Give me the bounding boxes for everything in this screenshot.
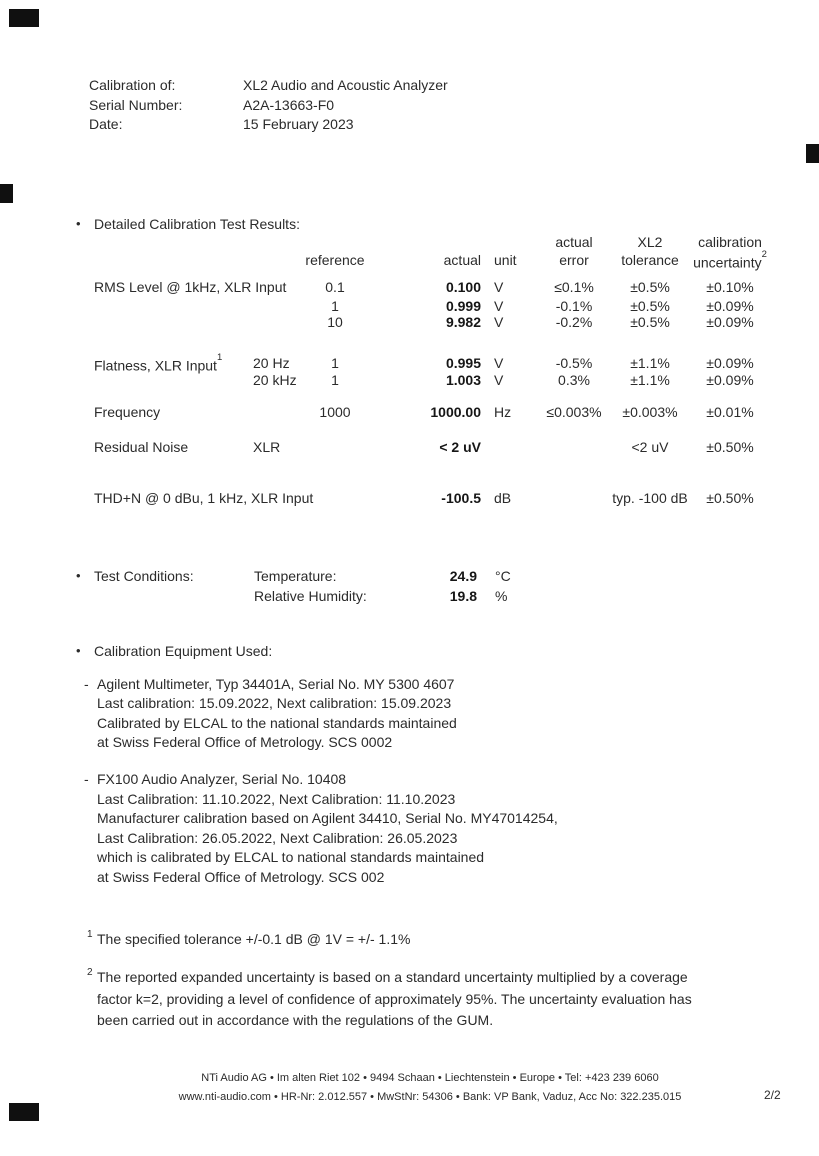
cell-tolerance: ±1.1% (630, 372, 670, 388)
equipment-line: at Swiss Federal Office of Metrology. SCS 002 (97, 869, 385, 885)
section-title-results: Detailed Calibration Test Results: (94, 216, 300, 232)
table-row (0, 438, 819, 456)
humidity-unit: % (495, 588, 508, 604)
info-value-serial-number: A2A-13663-F0 (243, 97, 335, 113)
bullet-icon: • (76, 216, 81, 231)
info-row (0, 96, 819, 114)
scan-mark-right-edge (806, 144, 819, 163)
equipment-line: Manufacturer calibration based on Agilent 34410, Serial No. MY47014254, (97, 810, 558, 826)
equipment-line: Last Calibration: 11.10.2022, Next Calibration: 11.10.2023 (97, 791, 456, 807)
test-conditions-row (0, 567, 819, 585)
cell-error: -0.5% (555, 355, 593, 371)
equipment-line: at Swiss Federal Office of Metrology. SCS 0002 (97, 734, 393, 750)
info-value-date: 15 February 2023 (243, 116, 354, 132)
col-header-actual: actual (443, 252, 481, 268)
section-title-equipment: Calibration Equipment Used: (94, 643, 273, 659)
footnote-1-marker: 1 (87, 929, 93, 940)
cell-reference: 0.1 (325, 279, 345, 295)
cell-uncertainty: ±0.50% (706, 490, 754, 506)
equipment-line: Last calibration: 15.09.2022, Next calibration: 15.09.2023 (97, 695, 452, 711)
footnote-2-text: factor k=2, providing a level of confidence of approximately 95%. The uncertainty evaluation has (97, 991, 692, 1007)
cell-tolerance: ±0.003% (622, 404, 678, 420)
temperature-value: 24.9 (449, 568, 477, 584)
equipment-line: Calibrated by ELCAL to the national standards maintained (97, 715, 457, 731)
cell-condition: XLR (253, 439, 281, 455)
scan-mark-left-edge (0, 184, 13, 203)
cell-param: RMS Level @ 1kHz, XLR Input (94, 279, 287, 295)
results-title-row (0, 215, 819, 233)
col-header-error-line2: error (559, 252, 589, 268)
equipment-title-row (0, 642, 819, 660)
cell-actual: 9.982 (445, 314, 481, 330)
cell-reference: 1 (331, 372, 339, 388)
info-label-date: Date: (89, 116, 123, 132)
cell-unit: V (494, 298, 504, 314)
humidity-label: Relative Humidity: (254, 588, 367, 604)
cell-actual: 1000.00 (430, 404, 481, 420)
col-header-reference: reference (305, 252, 365, 268)
table-row (0, 403, 819, 421)
cell-error: -0.1% (555, 298, 593, 314)
test-conditions-row (0, 587, 819, 605)
cell-unit: V (494, 355, 504, 371)
info-label-calibration-of: Calibration of: (89, 77, 176, 93)
cell-condition: 20 kHz (253, 372, 297, 388)
cell-actual: 1.003 (445, 372, 481, 388)
col-header-uncertainty-text: uncertainty (693, 254, 762, 271)
cell-tolerance: ±1.1% (630, 355, 670, 371)
table-header-row-2 (0, 251, 819, 269)
cell-unit: V (494, 372, 504, 388)
cell-uncertainty: ±0.10% (706, 279, 754, 295)
cell-tolerance: ±0.5% (630, 314, 670, 330)
footnote-2-marker: 2 (87, 967, 93, 978)
cell-unit: Hz (494, 404, 512, 420)
col-header-unit: unit (494, 252, 517, 268)
page-number: 2/2 (764, 1088, 781, 1102)
cell-unit: V (494, 314, 504, 330)
cell-actual: < 2 uV (439, 439, 481, 455)
cell-condition: 20 Hz (253, 355, 290, 371)
cell-error: 0.3% (558, 372, 590, 388)
footnote-2-text: The reported expanded uncertainty is based on a standard uncertainty multiplied by a coverage (97, 969, 688, 985)
equipment-line: which is calibrated by ELCAL to national standards maintained (97, 849, 485, 865)
list-dash: - (84, 676, 89, 692)
bullet-icon: • (76, 568, 81, 583)
footer-line-1: NTi Audio AG • Im alten Riet 102 • 9494 Schaan • Liechtenstein • Europe • Tel: +423 239 6060 (201, 1072, 659, 1084)
cell-uncertainty: ±0.09% (706, 372, 754, 388)
scan-mark-bottom-left (9, 1103, 39, 1121)
cell-tolerance: <2 uV (631, 439, 669, 455)
table-row (0, 313, 819, 331)
cell-unit: V (494, 279, 504, 295)
col-header-tolerance-line2: tolerance (621, 252, 679, 268)
table-row (0, 278, 819, 296)
cell-error: -0.2% (555, 314, 593, 330)
cell-unit: dB (494, 490, 512, 506)
cell-tolerance: typ. -100 dB (612, 490, 688, 506)
scan-mark-top-left (9, 9, 39, 27)
footnote-1-text: The specified tolerance +/-0.1 dB @ 1V = +/- 1.1% (97, 931, 411, 947)
cell-uncertainty: ±0.09% (706, 298, 754, 314)
equipment-line: FX100 Audio Analyzer, Serial No. 10408 (97, 771, 347, 787)
table-row (0, 489, 819, 507)
info-label-serial-number: Serial Number: (89, 97, 183, 113)
cell-reference: 1000 (319, 404, 351, 420)
cell-uncertainty: ±0.01% (706, 404, 754, 420)
footnote-2-text: been carried out in accordance with the regulations of the GUM. (97, 1012, 494, 1028)
temperature-label: Temperature: (254, 568, 337, 584)
info-row (0, 115, 819, 133)
cell-actual: 0.100 (445, 279, 481, 295)
humidity-value: 19.8 (449, 588, 477, 604)
cell-actual: 0.999 (445, 298, 481, 314)
col-header-uncertainty-line1: calibration (698, 234, 762, 250)
cell-tolerance: ±0.5% (630, 279, 670, 295)
equipment-line: Agilent Multimeter, Typ 34401A, Serial No. MY 5300 4607 (97, 676, 455, 692)
cell-uncertainty: ±0.50% (706, 439, 754, 455)
cell-reference: 10 (327, 314, 343, 330)
flatness-footnote-marker: 1 (216, 352, 223, 363)
bullet-icon: • (76, 643, 81, 658)
cell-param: Frequency (94, 404, 161, 420)
equipment-line: Last Calibration: 26.05.2022, Next Calibration: 26.05.2023 (97, 830, 458, 846)
cell-reference: 1 (331, 355, 339, 371)
info-row (0, 76, 819, 94)
cell-param: Residual Noise (94, 439, 189, 455)
table-row (0, 354, 819, 372)
cell-param: THD+N @ 0 dBu, 1 kHz, XLR Input (94, 490, 314, 506)
cell-param: Flatness, XLR Input$^1$ (94, 352, 223, 374)
cell-actual: 0.995 (445, 355, 481, 371)
cell-actual: -100.5 (441, 490, 481, 506)
col-header-tolerance-line1: XL2 (637, 234, 663, 250)
cell-tolerance: ±0.5% (630, 298, 670, 314)
section-title-test-conditions: Test Conditions: (94, 568, 194, 584)
cell-error: ≤0.003% (546, 404, 602, 420)
info-value-calibration-of: XL2 Audio and Acoustic Analyzer (243, 77, 448, 93)
table-header-row-1 (0, 233, 819, 251)
list-dash: - (84, 771, 89, 787)
col-header-error-line1: actual (555, 234, 593, 250)
cell-uncertainty: ±0.09% (706, 314, 754, 330)
footer-line-2: www.nti-audio.com • HR-Nr: 2.012.557 • MwStNr: 54306 • Bank: VP Bank, Vaduz, Acc No: 322.235.015 (178, 1091, 682, 1103)
cell-error: ≤0.1% (554, 279, 594, 295)
temperature-unit: °C (495, 568, 511, 584)
cell-reference: 1 (331, 298, 339, 314)
col-header-uncertainty-line2 (690, 251, 770, 269)
uncertainty-footnote-marker: 2 (761, 249, 767, 260)
cell-uncertainty: ±0.09% (706, 355, 754, 371)
table-row (0, 371, 819, 389)
